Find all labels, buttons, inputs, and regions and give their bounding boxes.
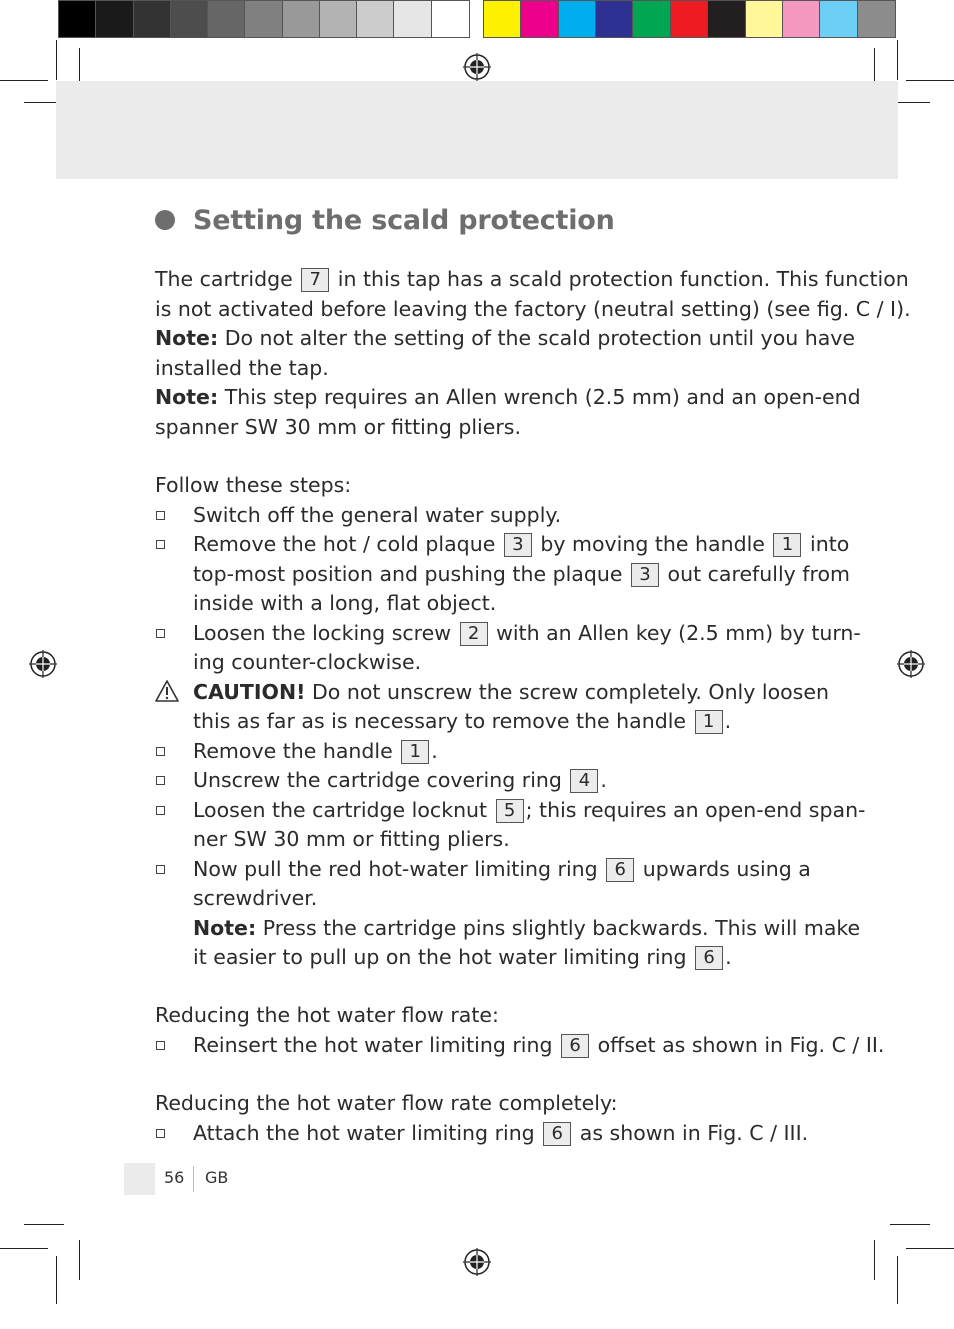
part-number: 6 xyxy=(543,1122,571,1146)
checkbox-bullet-icon xyxy=(155,786,193,787)
part-number: 3 xyxy=(631,563,659,587)
part-number: 6 xyxy=(695,946,723,970)
footer-tab xyxy=(124,1163,155,1195)
crop-mark xyxy=(906,80,954,81)
crop-mark xyxy=(874,1240,875,1280)
list-item: Loosen the cartridge locknut 5 ; this requires an open-end span- xyxy=(155,796,815,826)
text-line: inside with a long, flat object. xyxy=(193,591,497,615)
checkbox-bullet-icon xyxy=(155,1139,193,1140)
checkbox-bullet-icon xyxy=(155,816,193,817)
warning-triangle-icon xyxy=(155,698,193,699)
crop-mark xyxy=(0,80,48,81)
part-number: 6 xyxy=(561,1034,589,1058)
text-line: installed the tap. xyxy=(155,355,329,380)
text-line: The cartridge 7 in this tap has a scald protection function. This function xyxy=(155,267,909,291)
registration-mark-icon xyxy=(897,650,925,678)
note-line: Note: Press the cartridge pins slightly backwards. This will make xyxy=(193,915,861,940)
crop-mark xyxy=(0,1248,48,1249)
text-line: this as far as is necessary to remove the handle 1 . xyxy=(193,709,732,733)
color-swatch xyxy=(208,1,245,37)
text-line: ing counter-clockwise. xyxy=(193,650,422,674)
crop-mark xyxy=(24,1224,64,1225)
note-line: Note: This step requires an Allen wrench (2.5 mm) and an open-end xyxy=(155,385,861,409)
steps-label: Follow these steps: xyxy=(155,473,352,497)
registration-mark-icon xyxy=(463,1248,491,1276)
crop-mark xyxy=(56,40,57,80)
part-number: 2 xyxy=(460,622,488,646)
part-number: 7 xyxy=(301,268,329,292)
section-label: Reducing the hot water flow rate: xyxy=(155,1003,499,1027)
color-swatch xyxy=(559,1,596,37)
header-band xyxy=(56,81,898,179)
color-swatch xyxy=(357,1,394,37)
color-swatch xyxy=(671,1,708,37)
process-color-bar xyxy=(483,0,896,38)
list-item: Attach the hot water limiting ring 6 as shown in Fig. C / III. xyxy=(155,1119,815,1149)
color-swatch xyxy=(320,1,357,37)
list-item: Now pull the red hot-water limiting ring 6 upwards using a xyxy=(155,855,815,885)
crop-mark xyxy=(890,1224,930,1225)
list-item: Switch off the general water supply. xyxy=(155,501,815,531)
color-swatch xyxy=(394,1,431,37)
crop-mark xyxy=(897,1256,898,1304)
text-line: screwdriver. xyxy=(193,886,318,910)
color-swatch xyxy=(171,1,208,37)
checkbox-bullet-icon xyxy=(155,1051,193,1052)
text-line: it easier to pull up on the hot water limiting ring 6 . xyxy=(193,945,732,969)
checkbox-bullet-icon xyxy=(155,521,193,522)
color-swatch xyxy=(858,1,895,37)
text-line: spanner SW 30 mm or fitting pliers. xyxy=(155,414,521,439)
part-number: 4 xyxy=(570,769,598,793)
crop-mark xyxy=(906,1248,954,1249)
crop-mark xyxy=(79,1240,80,1280)
list-item: Remove the handle 1 . xyxy=(155,737,815,767)
color-swatch xyxy=(432,1,469,37)
reduce-section xyxy=(155,1001,885,1060)
registration-mark-icon xyxy=(463,53,491,81)
color-swatch xyxy=(746,1,783,37)
color-swatch xyxy=(783,1,820,37)
color-swatch xyxy=(633,1,670,37)
part-number: 1 xyxy=(695,710,723,734)
part-number: 3 xyxy=(504,533,532,557)
text-line: ner SW 30 mm or fitting pliers. xyxy=(193,827,510,851)
checkbox-bullet-icon xyxy=(155,875,193,876)
checkbox-bullet-icon xyxy=(155,550,193,551)
section-heading xyxy=(155,200,615,240)
part-number: 1 xyxy=(401,740,429,764)
checkbox-bullet-icon xyxy=(155,639,193,640)
registration-mark-icon xyxy=(29,650,57,678)
color-swatch xyxy=(96,1,133,37)
color-swatch xyxy=(596,1,633,37)
color-swatch xyxy=(134,1,171,37)
crop-mark xyxy=(897,40,898,80)
caution-line: CAUTION! Do not unscrew the screw completely. Only loosen xyxy=(155,678,815,708)
color-swatch xyxy=(484,1,521,37)
part-number: 1 xyxy=(773,533,801,557)
color-swatch xyxy=(820,1,857,37)
text-line: top-most position and pushing the plaque 3 out carefully from xyxy=(193,561,851,586)
page-number: 56 xyxy=(164,1168,185,1187)
bullet-dot-icon xyxy=(155,210,175,230)
checkbox-bullet-icon xyxy=(155,757,193,758)
crop-mark xyxy=(56,1256,57,1304)
color-swatch xyxy=(283,1,320,37)
language-code: GB xyxy=(205,1168,229,1187)
part-number: 5 xyxy=(496,799,524,823)
steps-list xyxy=(155,471,866,973)
part-number: 6 xyxy=(606,858,634,882)
list-item: Remove the hot / cold plaque 3 by moving the handle 1 into xyxy=(155,530,815,560)
reduce-full-section xyxy=(155,1089,815,1148)
color-swatch xyxy=(245,1,282,37)
note-line: Note: Do not alter the setting of the scald protection until you have xyxy=(155,326,856,350)
list-item: Reinsert the hot water limiting ring 6 offset as shown in Fig. C / II. xyxy=(155,1031,815,1061)
list-item: Unscrew the cartridge covering ring 4 . xyxy=(155,766,815,796)
section-label: Reducing the hot water flow rate completely: xyxy=(155,1091,618,1115)
intro-paragraph xyxy=(155,265,911,442)
list-item: Loosen the locking screw 2 with an Allen key (2.5 mm) by turn- xyxy=(155,619,815,649)
text-line: is not activated before leaving the factory (neutral setting) (see fig. C / I). xyxy=(155,296,911,321)
color-swatch xyxy=(59,1,96,37)
color-swatch xyxy=(521,1,558,37)
section-title: Setting the scald protection xyxy=(193,204,615,236)
color-swatch xyxy=(708,1,745,37)
grayscale-bar xyxy=(58,0,470,38)
footer-divider xyxy=(193,1166,194,1192)
